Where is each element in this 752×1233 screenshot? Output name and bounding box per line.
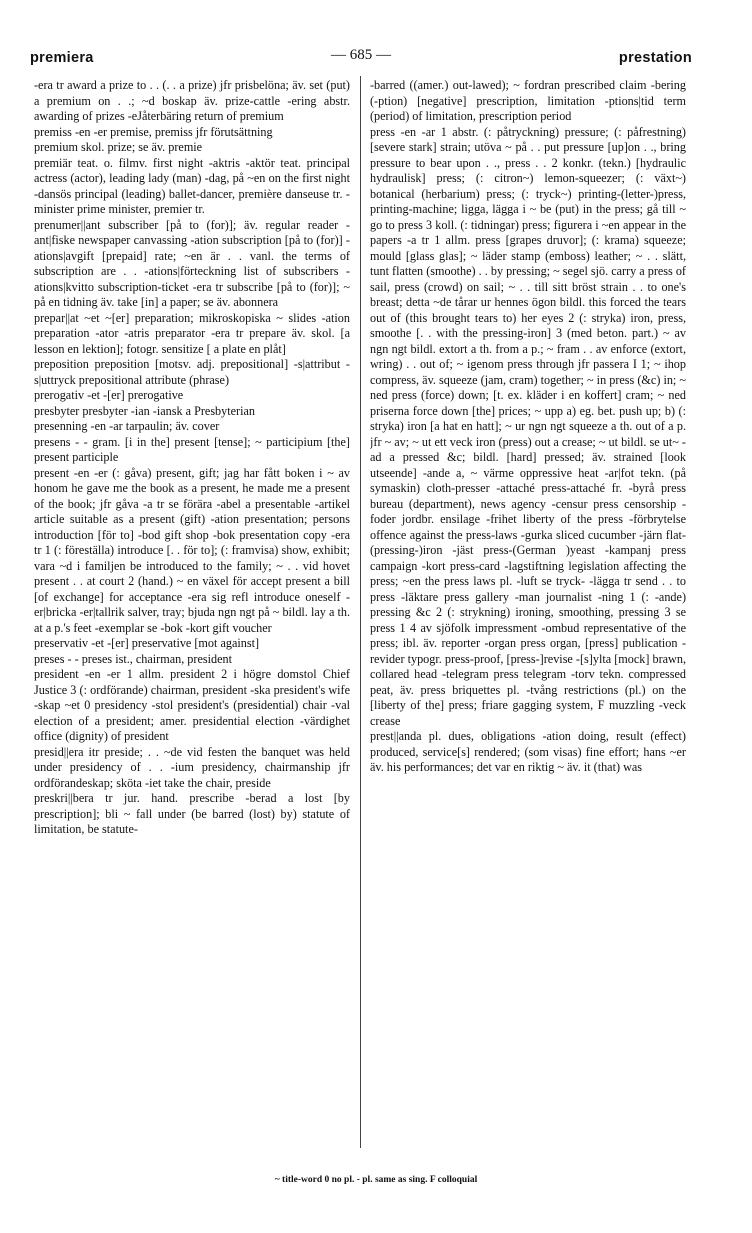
entry-presens: presens - - gram. [i in the] present [tense]; ~ participium [the] present participle xyxy=(34,434,350,464)
entry-prestanda: prest||anda pl. dues, obligations -ation doing, result (effect) produced, service[s] rendered; (som visas) fine effort; hans ~er äv. his performances; det var en riktig ~ äv. it (that) was xyxy=(370,729,686,774)
page-footer-legend: ~ title-word 0 no pl. - pl. same as sing. F colloquial xyxy=(274,1175,478,1185)
entry-presidera: presid||era itr preside; . . ~de vid festen the banquet was held under presidency of . . -ium presidency, chairmanship jfr ordförandeskap; sköta -iet take the chair, preside xyxy=(34,744,350,790)
left-column xyxy=(34,78,350,1150)
entry-president: president -en -er 1 allm. president 2 i högre domstol Chief Justice 3 (: ordförande) chairman, president -ska president's wife -skap ~et 0 presidency -stol president's (presidential) chair -val election of a president; amer. presidential election -värdighet office (dignity) of president xyxy=(34,667,350,743)
entry-press: press -en -ar 1 abstr. (: påtryckning) pressure; (: påfrestning) [severe stark] strain; utöva ~ på . . put pressure [up]on . ., bring pressure to bear upon . ., press . . 2 konkr. (tekn.) [hydraulic hydraulisk] press; (: citron~) lemon-squeezer; (: växt~) botanical (herbarium) press; (: tryck~) printing-(letter-)press, printing-machine; ligga, lägga i ~ be (put) in the press; gå till ~ go to press 3 koll. (: tidningar) press; figurera i ~en appear in the papers -a tr 1 allm. press [grapes druvor]; (: krama) squeeze; mould [glass glas]; ~ läder stamp (emboss) leather; ~ . . slätt, tunt flatten (smoothe) . . by pressing; ~ segel sjö. carry a press of sail, press (crowd) on sail; ~ . . till sitt bröst strain . . to one's breast; detta ~de tårar ur hennes ögon bildl. this forced the tears out of (this brought tears to) her eyes 2 (: stryka) iron, press, smoothe [. . with the pressing-iron] 3 (med beton. part.) ~ av ngn ngt bildl. extort a th. from a p.; ~ fram . . av enforce (extort, wring) . . out of; ~ igenom press through jfr passera I 1; ~ ihop compress, äv. squeeze (jam, cram) together; ~ in press (&c) in; ~ ned press (force) down; [t. ex. kläder i en koffert] cram; ~ ned priserna force down [the] prices; ~ upp a) eg. bet. push up; b) (: stryka) iron [a hat en hatt]; ~ ur ngn ngt squeeze a th. out of a p. jfr ~ av; ~ ut ett veck iron (press) out a crease; ~ ut bildl. se ut~ -ad a pressed &c; bildl. [hard] pressed; äv. strained [look utseende] -ande a, ~ värme oppressive heat -ar|fot tekn. (på symaskin) cloth-presser -attaché press-attaché fr. -byrå press bureau (department), news agency -censur press censorship -foder jordbr. ensilage -frihet liberty of the press -förbrytelse offence against the press-laws -gurka sliced cucumber -järn flat-(pressing-)iron -jäst press-(German )yeast -kampanj press campaign -kort press-card -lagstiftning legislation affecting the press; ~en the press laws pl. -luft se tryck- -lägga tr send . . to press -läktare press gallery -man journalist -ning 1 (: -ande) pressing &c 2 (: strykning) ironing, smoothing, pressing 3 se press 1 4 av sjöfolk impressment -ombud representative of the press; ibl. äv. reporter -organ press organ, [press] publication -revider typogr. press-proof, [press-]revise -[s]ylta [mock] brawn, collared head -telegram press telegram -torv tekn. compressed peat, äv. press briquettes pl. -tvång restrictions (pl.) on the [liberty of the] press; friare gagging system, F muzzling -veck crease xyxy=(370,124,686,728)
entry-presenning: presenning -en -ar tarpaulin; äv. cover xyxy=(34,419,220,433)
entry-prerogativ: prerogativ -et -[er] prerogative xyxy=(34,388,184,402)
entry-preskribera: preskri||bera tr jur. hand. prescribe -berad a lost [by prescription]; bli ~ fall under (be barred (lost) by) statute of limitation, be statute- xyxy=(34,791,350,836)
right-column xyxy=(370,78,686,1150)
entry-preparat: prepar||at ~et ~[er] preparation; mikroskopiska ~ slides -ation preparation -ator -atris preparator -era tr prepare äv. skol. [a lesson en lektion]; fotogr. sensitize [ a plate en plåt] xyxy=(34,310,350,356)
page-header xyxy=(30,44,692,70)
entry-preskribera-cont: -barred ((amer.) out-lawed); ~ fordran prescribed claim -bering (-ption) [negative] prescription, limitation -ptions|tid term (period) of limitation, prescription period xyxy=(370,78,686,123)
entry-preses: preses - - preses ist., chairman, president xyxy=(34,651,232,666)
entry-preposition: preposition preposition [motsv. adj. prepositional] -s|attribut -s|uttryck prepositional attribute (phrase) xyxy=(34,357,350,387)
entry-premiera: -era tr award a prize to . . (. . a prize) jfr prisbelöna; äv. set (put) a premium on . .; ~d boskap äv. prize-cattle -ering abstr. awarding of prizes -eJåterbäring return of premium xyxy=(34,78,350,123)
entry-prenumerant: prenumer||ant subscriber [på to (for)]; äv. regular reader -ant|fiske newspaper canvassing -ation subscription [på to (for)] -ations|avgift [prepaid] rate; ~en är . . vanl. the terms of subscription are . . -ations|förteckning list of subscribers -ations|kvitto subscription-ticket -era tr subscribe [på to (for)]; ~ på en tidning äv. take [in] a paper; se äv. abonnera xyxy=(34,217,350,309)
entry-premiss: premiss -en -er premise, premiss jfr förutsättning xyxy=(34,124,273,139)
page-number: — 685 — xyxy=(331,47,391,63)
entry-premium: premium skol. prize; se äv. premie xyxy=(34,140,203,154)
header-right-guide-word: prestation xyxy=(618,50,692,66)
entry-preservativ: preservativ -et -[er] preservative [mot against] xyxy=(34,636,260,650)
entry-present: present -en -er (: gåva) present, gift; jag har fått boken i ~ av honom he gave me the book as a present, he made me a present of the book; jfr gåva -a tr se förära -abel a presentable -artikel article suitable as a present (gift) -ation presentation; persons introduction [för to] -bod gift shop -bok presentation copy -era tr 1 (: föreställa) introduce [. . för to]; (: framvisa) show, exhibit; vara ~d i familjen be introduced to the family; ~ . . vid hovet present . . at court 2 (hand.) ~ en växel för accept present a bill [of exchange] for acceptance -era sig refl introduce oneself -er|bricka -er|tallrik salver, tray; bjuda ngn ngt på ~ bildl. lay a th. at a p.'s feet -exemplar se -bok -kort gift voucher xyxy=(34,465,350,635)
entry-premiar: premiär teat. o. filmv. first night -aktris -aktör teat. principal actress (actor), leading lady (man) -dag, på ~en on the first night -dansös principal (leading) ballet-dancer, première danseuse tr. -minister prime minister, premier tr. xyxy=(34,155,350,216)
column-divider xyxy=(360,76,361,1148)
entry-presbyter: presbyter presbyter -ian -iansk a Presbyterian xyxy=(34,403,255,418)
header-left-guide-word: premiera xyxy=(30,50,94,66)
